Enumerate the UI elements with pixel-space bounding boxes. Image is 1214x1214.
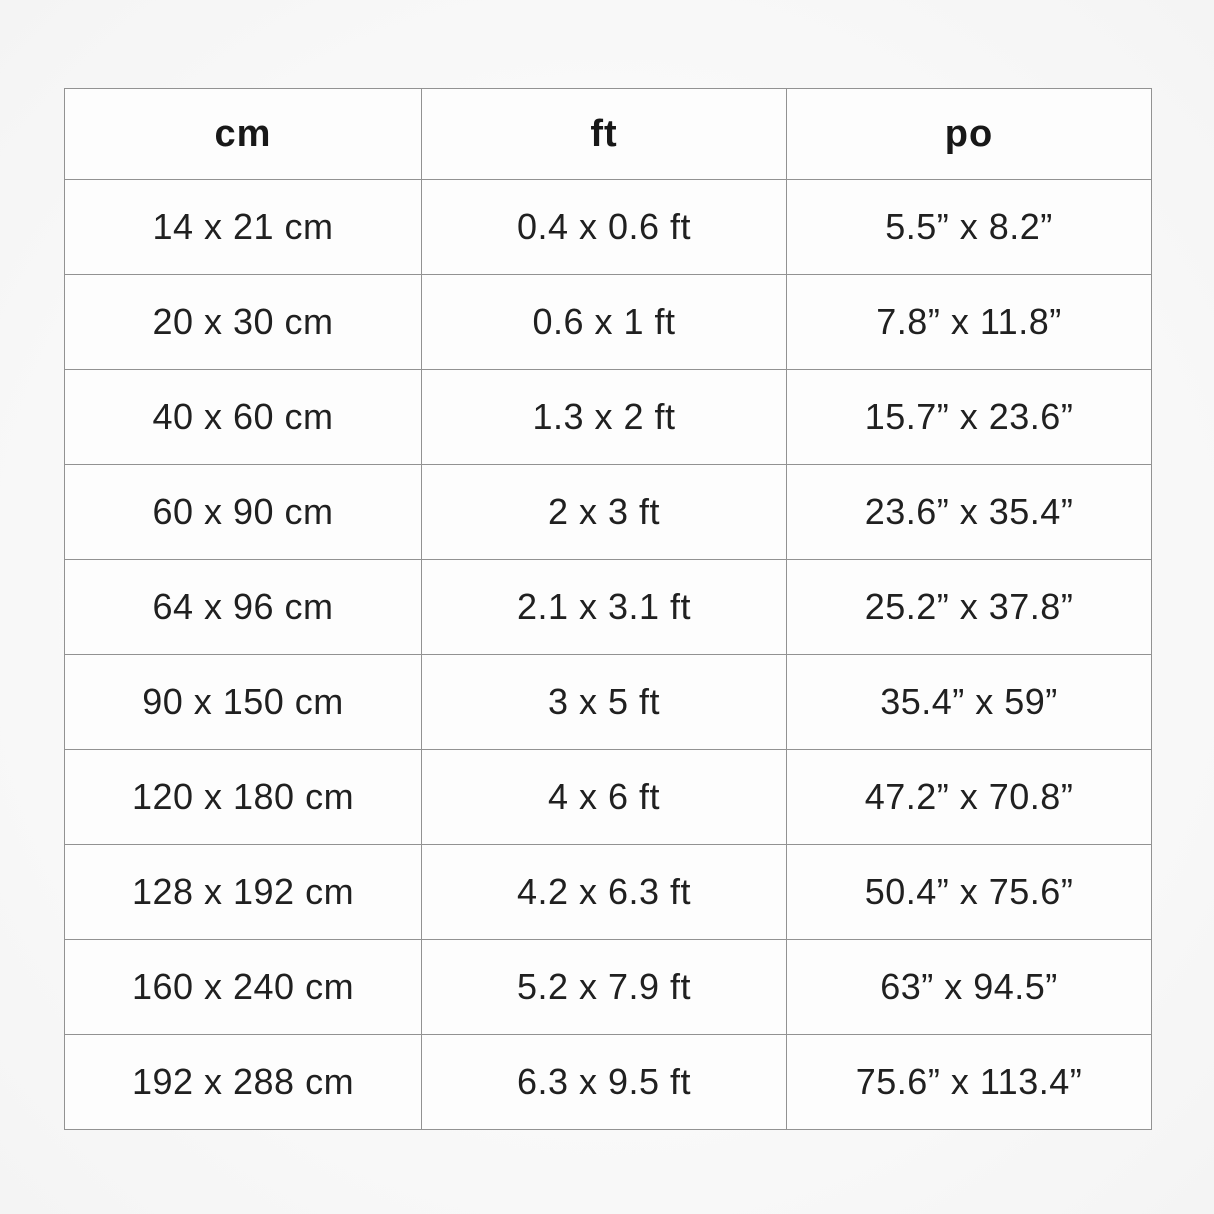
cell-ft: 4 x 6 ft [422,750,787,845]
table-row [65,465,1152,560]
cell-cm: 64 x 96 cm [65,560,422,655]
cell-po: 63” x 94.5” [787,940,1152,1035]
column-header-ft: ft [422,89,787,180]
table-row [65,750,1152,845]
cell-cm: 128 x 192 cm [65,845,422,940]
cell-po: 7.8” x 11.8” [787,275,1152,370]
cell-po: 15.7” x 23.6” [787,370,1152,465]
cell-po: 5.5” x 8.2” [787,180,1152,275]
cell-ft: 3 x 5 ft [422,655,787,750]
table-row [65,655,1152,750]
cell-cm: 40 x 60 cm [65,370,422,465]
cell-cm: 192 x 288 cm [65,1035,422,1130]
cell-po: 50.4” x 75.6” [787,845,1152,940]
table-row [65,275,1152,370]
header-row [65,89,1152,180]
cell-po: 75.6” x 113.4” [787,1035,1152,1130]
table-row [65,845,1152,940]
cell-ft: 5.2 x 7.9 ft [422,940,787,1035]
cell-po: 25.2” x 37.8” [787,560,1152,655]
cell-po: 35.4” x 59” [787,655,1152,750]
cell-cm: 60 x 90 cm [65,465,422,560]
cell-ft: 0.4 x 0.6 ft [422,180,787,275]
table-body [65,180,1152,1130]
cell-ft: 2 x 3 ft [422,465,787,560]
cell-ft: 4.2 x 6.3 ft [422,845,787,940]
table-row [65,1035,1152,1130]
cell-cm: 160 x 240 cm [65,940,422,1035]
cell-ft: 6.3 x 9.5 ft [422,1035,787,1130]
cell-cm: 120 x 180 cm [65,750,422,845]
cell-cm: 20 x 30 cm [65,275,422,370]
cell-cm: 14 x 21 cm [65,180,422,275]
column-header-cm: cm [65,89,422,180]
table-header [65,89,1152,180]
column-header-po: po [787,89,1152,180]
table-row [65,180,1152,275]
table-row [65,370,1152,465]
cell-ft: 0.6 x 1 ft [422,275,787,370]
table-row [65,560,1152,655]
cell-po: 23.6” x 35.4” [787,465,1152,560]
size-conversion-table [64,88,1152,1130]
table-row [65,940,1152,1035]
cell-po: 47.2” x 70.8” [787,750,1152,845]
cell-ft: 2.1 x 3.1 ft [422,560,787,655]
cell-cm: 90 x 150 cm [65,655,422,750]
cell-ft: 1.3 x 2 ft [422,370,787,465]
